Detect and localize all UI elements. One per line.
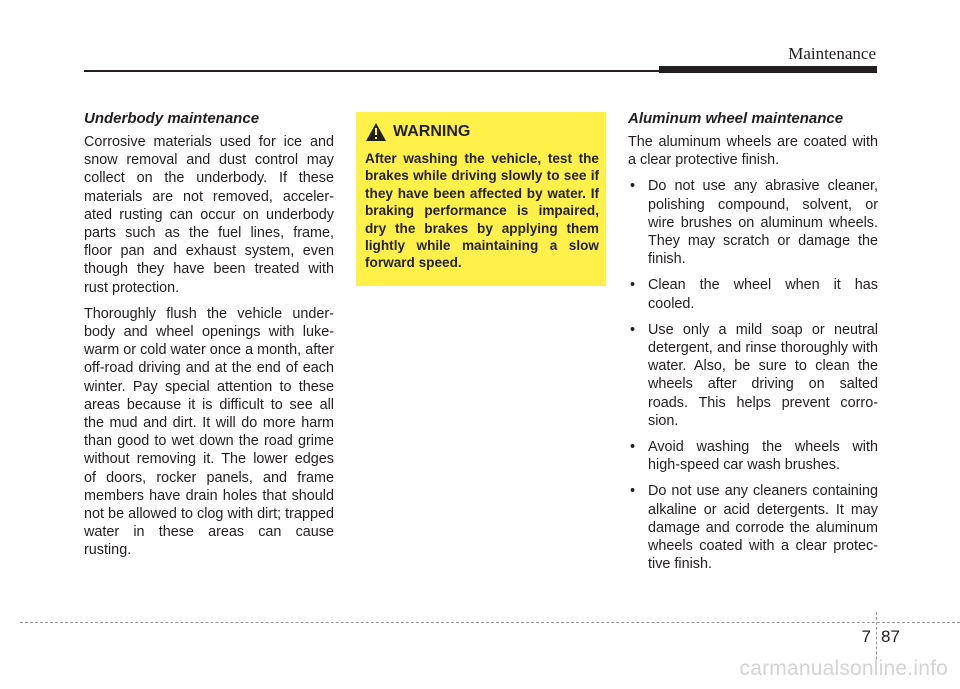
underbody-paragraph-1: Corrosive materials used for ice and snow removal and dust control may collect on the underbody. If these materials are not removed, acceler- ated rusting can occur on underbody parts such as the fuel lines, frame, floor pan and exhaust system, even though they have been treated with rust protection. <box>84 134 334 296</box>
watermark: carmanualsonline.info <box>739 657 948 680</box>
warning-title: WARNING <box>393 123 471 140</box>
underbody-heading: Underbody maintenance <box>84 110 260 127</box>
warning-header <box>365 122 599 142</box>
bullet-item: • Do not use any cleaners containing alkaline or acid detergents. It may damage and corrode the aluminum wheels coated with a clear protec- tive finish. <box>628 482 878 573</box>
warning-triangle-icon <box>365 122 387 142</box>
bullet-item: • Avoid washing the wheels with high-speed car wash brushes. <box>628 438 878 474</box>
left-column <box>84 110 334 568</box>
chapter-number: 7 <box>861 627 871 646</box>
right-column <box>628 110 878 581</box>
bullet-item: • Use only a mild soap or neutral detergent, and rinse thoroughly with water. Also, be sure to clean the wheels after driving on salted roads. This helps prevent corro- sion. <box>628 321 878 430</box>
aluminum-wheel-heading: Aluminum wheel maintenance <box>628 110 844 127</box>
underbody-paragraph-2: Thoroughly flush the vehicle under- body and wheel openings with luke- warm or cold water once a month, after off-road driving and at the end of each winter. Pay special attention to these areas because it is difficult to see all the mud and dirt. It will do more harm than good to wet down the road grime without removing it. The lower edges of doors, rocker panels, and frame members have drain holes that should not be allowed to clog with dirt; trapped water in these areas can cause rusting. <box>84 305 334 559</box>
warning-box <box>356 112 606 286</box>
header-bar <box>659 66 877 73</box>
page-header-title: Maintenance <box>788 44 876 63</box>
page-number: 87 <box>881 627 900 646</box>
header-rule <box>84 70 659 72</box>
footer-rule <box>20 622 960 623</box>
bullet-item: • Do not use any abrasive cleaner, polishing compound, solvent, or wire brushes on aluminum wheels. They may scratch or damage the finish. <box>628 177 878 268</box>
aluminum-wheel-intro: The aluminum wheels are coated with a clear protective finish. <box>628 134 878 169</box>
warning-text: After washing the vehicle, test the brakes while driving slowly to see if they have been affected by water. If braking performance is impaired, dry the brakes by applying them lightly while maintaining a slow forward speed. <box>365 151 599 271</box>
aluminum-wheel-bullets <box>628 177 878 573</box>
bullet-item: • Clean the wheel when it has cooled. <box>628 276 878 312</box>
